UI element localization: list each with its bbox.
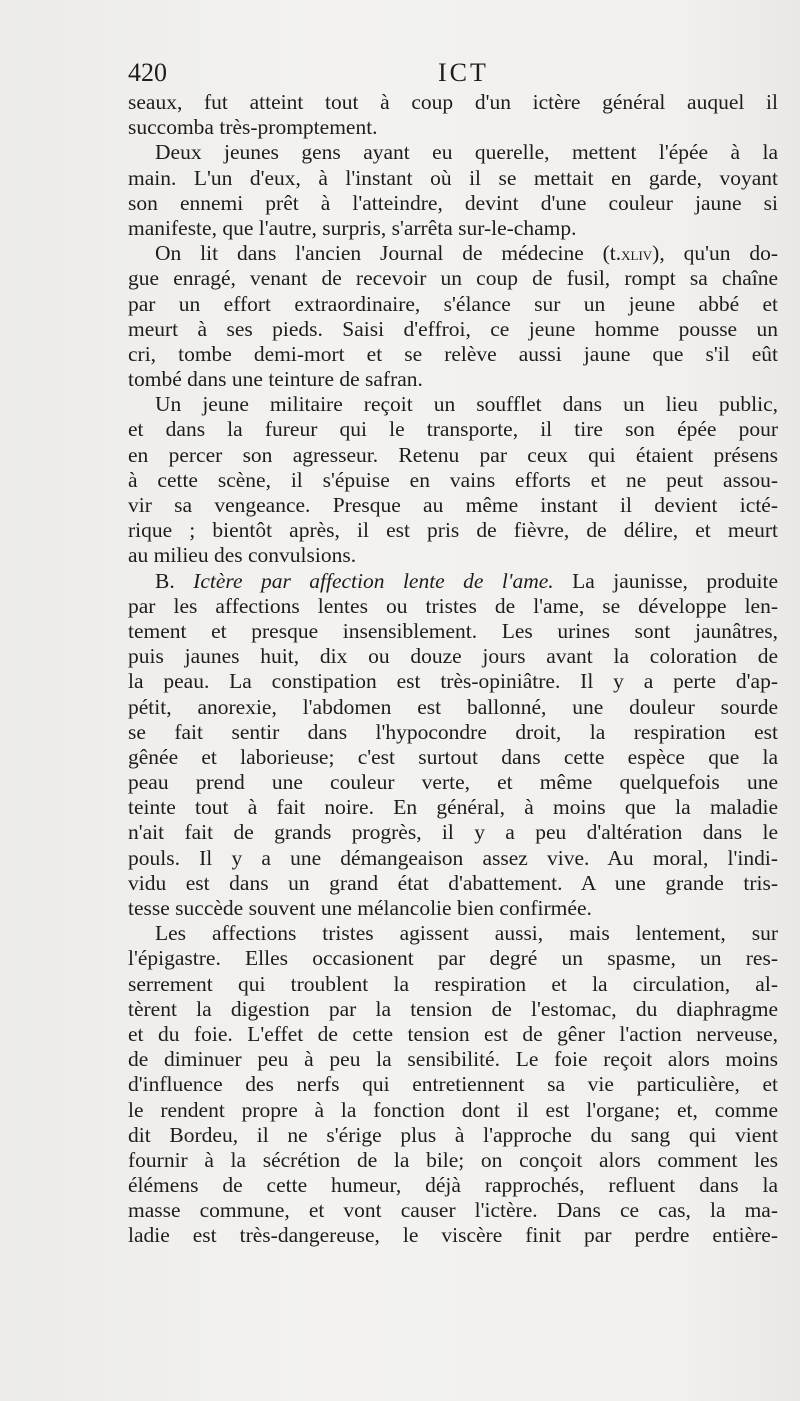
text-line: se fait sentir dans l'hypocondre droit, la respiration est xyxy=(128,719,778,744)
page-header xyxy=(128,58,728,92)
text-line: tombé dans une teinture de safran. xyxy=(128,367,423,392)
text-line: pouls. Il y a une démangeaison assez vive. Au moral, l'indi- xyxy=(128,845,778,870)
text-line: puis jaunes huit, dix ou douze jours avant la coloration de xyxy=(128,644,778,669)
text-line: Les affections tristes agissent aussi, mais lentement, sur xyxy=(155,921,778,946)
volume-numeral: xliv xyxy=(621,244,653,266)
text-line: vidu est dans un grand état d'abattement. A une grande tris- xyxy=(128,870,778,895)
body-text xyxy=(128,90,778,1249)
running-head: ICT xyxy=(438,58,489,87)
text-line: Un jeune militaire reçoit un soufflet dans un lieu public, xyxy=(155,392,778,417)
text-line: masse commune, et vont causer l'ictère. Dans ce cas, la ma- xyxy=(128,1198,778,1223)
text-line: vir sa vengeance. Presque au même instant il devient icté- xyxy=(128,493,778,517)
text-line: fournir à la sécrétion de la bile; on conçoit alors comment les xyxy=(128,1147,778,1172)
text-line: au milieu des convulsions. xyxy=(128,543,357,568)
text-line: ladie est très-dangereuse, le viscère finit par perdre entière- xyxy=(128,1223,778,1248)
text-line: à cette scène, il s'épuise en vains efforts et ne peut assou- xyxy=(128,467,778,492)
text-line: peau prend une couleur verte, et même quelquefois une xyxy=(128,770,778,795)
section-title: Ictère par affection lente de l'ame. xyxy=(193,568,554,593)
text-segment: La jaunisse, produite xyxy=(553,568,778,593)
text-line: tesse succède souvent une mélancolie bien confirmée. xyxy=(128,896,592,920)
text-line: tèrent la digestion par la tension de l'estomac, du diaphragme xyxy=(128,996,778,1021)
text-line: dit Bordeu, il ne s'érige plus à l'approche du sang qui vient xyxy=(128,1122,778,1147)
text-line: seaux, fut atteint tout à coup d'un ictère général auquel il xyxy=(128,90,778,114)
text-line: succomba très-promptement. xyxy=(128,115,378,140)
text-line: élémens de cette humeur, déjà rapprochés, refluent dans la xyxy=(128,1173,778,1198)
text-line xyxy=(128,241,778,266)
text-line: manifeste, que l'autre, surpris, s'arrêta sur-le-champ. xyxy=(128,215,577,240)
text-line: gênée et laborieuse; c'est surtout dans cette espèce que la xyxy=(128,744,778,769)
text-line: teinte tout à fait noire. En général, à moins que la maladie xyxy=(128,795,778,820)
text-line: en percer son agresseur. Retenu par ceux qui étaient présens xyxy=(128,442,778,467)
text-line: rique ; bientôt après, il est pris de fièvre, de délire, et meurt xyxy=(128,518,778,543)
text-line: main. L'un d'eux, à l'instant où il se mettait en garde, voyant xyxy=(128,165,778,190)
text-line: meurt à ses pieds. Saisi d'effroi, ce jeune homme pousse un xyxy=(128,316,778,341)
text-line: par les affections lentes ou tristes de l'ame, se développe len- xyxy=(128,593,778,618)
text-line: le rendent propre à la fonction dont il est l'organe; et, comme xyxy=(128,1097,778,1122)
section-letter: B. xyxy=(155,568,194,593)
text-line: n'ait fait de grands progrès, il y a peu d'altération dans le xyxy=(128,820,778,845)
text-line: d'influence des nerfs qui entretiennent sa vie particulière, et xyxy=(128,1072,778,1097)
text-line: par un effort extraordinaire, s'élance sur un jeune abbé et xyxy=(128,291,778,316)
text-line: cri, tombe demi-mort et se relève aussi jaune que s'il eût xyxy=(128,341,778,366)
text-line: et dans la fureur qui le transporte, il tire son épée pour xyxy=(128,417,778,442)
text-line: de diminuer peu à peu la sensibilité. Le foie reçoit alors moins xyxy=(128,1047,778,1072)
text-line: tement et presque insensiblement. Les urines sont jaunâtres, xyxy=(128,618,778,643)
text-line: serrement qui troublent la respiration et la circulation, al- xyxy=(128,971,778,996)
text-line: gue enragé, venant de recevoir un coup de fusil, rompt sa chaîne xyxy=(128,266,778,291)
text-line: et du foie. L'effet de cette tension est de gêner l'action nerveuse, xyxy=(128,1021,778,1046)
section-heading-line xyxy=(128,569,778,594)
text-segment: On lit dans l'ancien Journal de médecine (t. xyxy=(155,241,622,266)
text-line: l'épigastre. Elles occasionent par degré un spasme, un res- xyxy=(128,946,778,971)
text-line: son ennemi prêt à l'atteindre, devint d'une couleur jaune si xyxy=(128,190,778,215)
text-line: la peau. La constipation est très-opiniâtre. Il y a perte d'ap- xyxy=(128,669,778,694)
text-line: Deux jeunes gens ayant eu querelle, mettent l'épée à la xyxy=(155,140,778,165)
text-line: pétit, anorexie, l'abdomen est ballonné, une douleur sourde xyxy=(128,694,778,719)
page-number: 420 xyxy=(128,58,167,87)
text-segment: ), qu'un do- xyxy=(652,241,778,266)
